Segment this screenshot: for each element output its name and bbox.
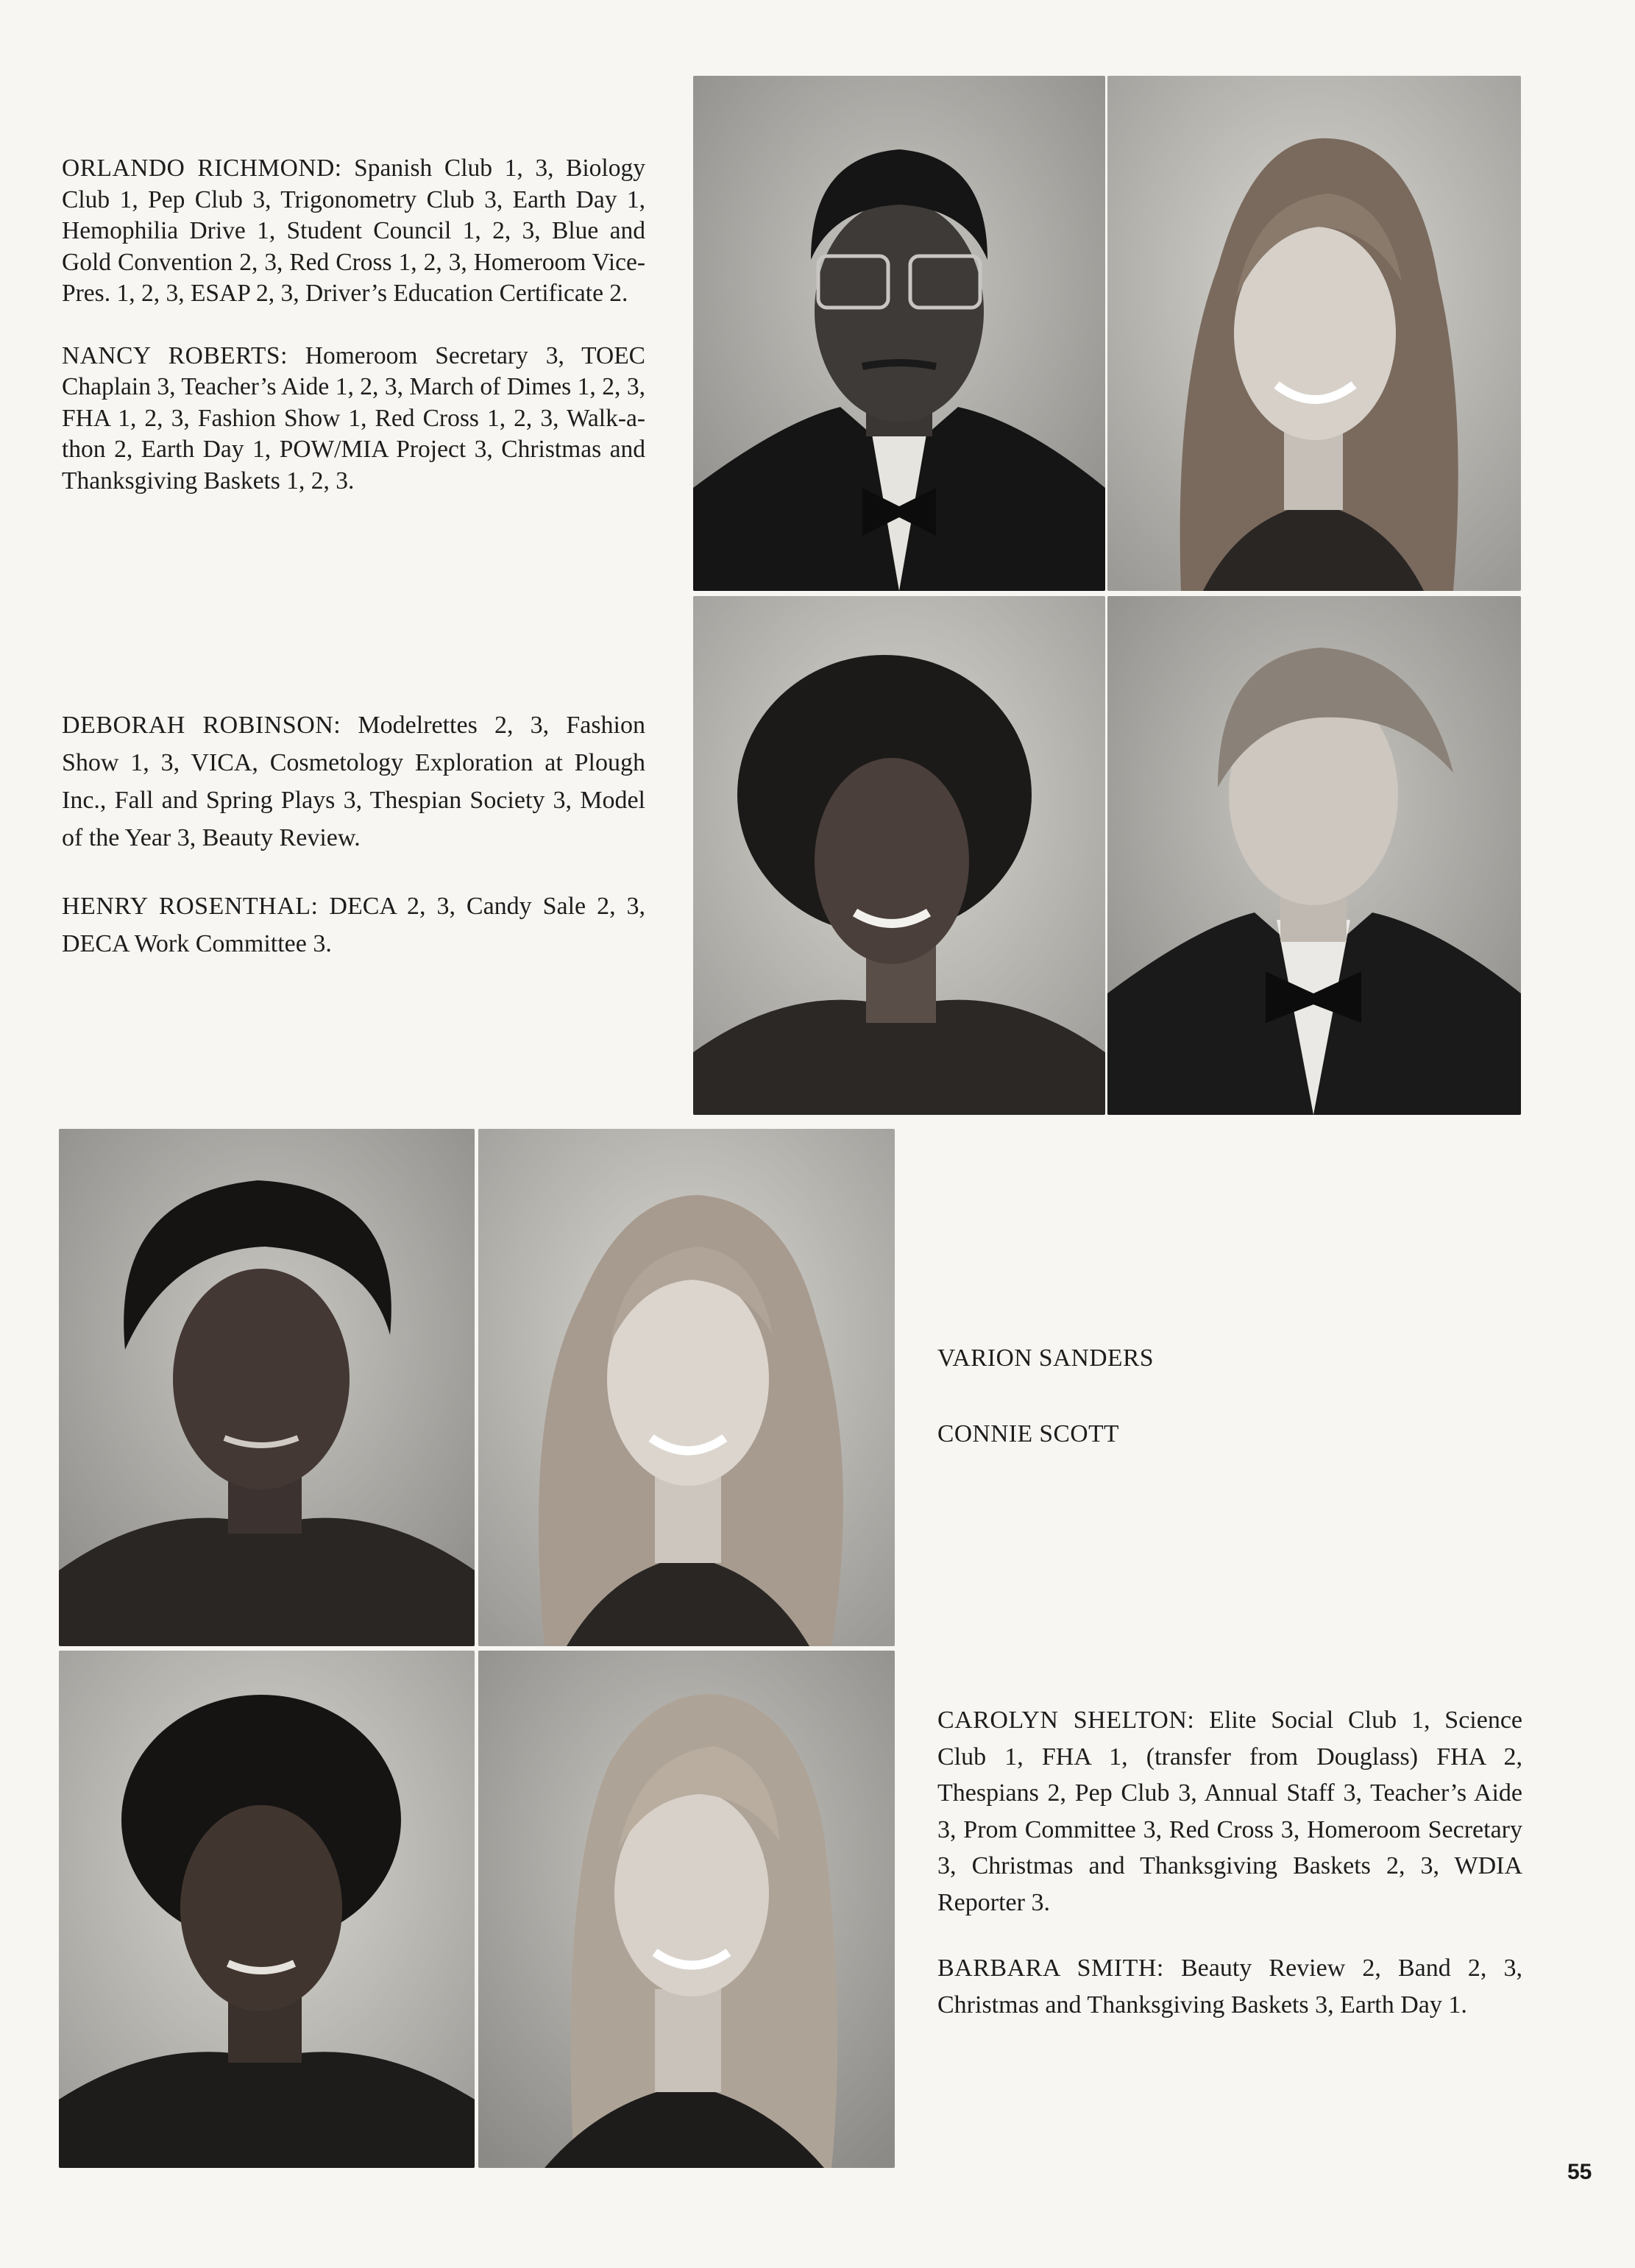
portrait-nancy-roberts bbox=[1107, 76, 1521, 591]
entry-name: VARION SANDERS bbox=[937, 1344, 1154, 1372]
portrait-henry-rosenthal bbox=[1107, 596, 1521, 1115]
text-block-bottom-right bbox=[937, 1702, 1522, 2023]
entry-nancy-roberts bbox=[62, 341, 645, 497]
entry-name: DEBORAH ROBINSON: bbox=[62, 712, 341, 739]
text-block-names-right bbox=[937, 1343, 1526, 1450]
portrait-orlando-richmond bbox=[693, 76, 1105, 591]
entry-orlando-richmond bbox=[62, 153, 645, 310]
portrait-varion-sanders bbox=[59, 1129, 475, 1646]
entry-henry-rosenthal bbox=[62, 887, 645, 963]
entry-activities: Modelrettes 2, 3, Fashion Show 1, 3, VICA, Cosmetology Exploration at Plough Inc., Fall and Spring Plays 3, Thespian Society 3, Model of the Year 3, Beauty Review. bbox=[62, 712, 646, 851]
entry-name: CONNIE SCOTT bbox=[937, 1420, 1120, 1447]
portrait-barbara-smith bbox=[478, 1651, 895, 2168]
entry-name: NANCY ROBERTS: bbox=[62, 341, 288, 369]
entry-activities: DECA 2, 3, Candy Sale 2, 3, DECA Work Committee 3. bbox=[62, 893, 646, 957]
page-number: 55 bbox=[1567, 2160, 1592, 2184]
entry-deborah-robinson bbox=[62, 706, 645, 857]
entry-name: HENRY ROSENTHAL: bbox=[62, 893, 319, 920]
entry-connie-scott bbox=[937, 1419, 1526, 1450]
portrait-deborah-robinson bbox=[693, 596, 1105, 1115]
portrait-connie-scott bbox=[478, 1129, 895, 1646]
entry-name: CAROLYN SHELTON: bbox=[937, 1707, 1195, 1734]
text-block-top-left bbox=[62, 153, 645, 497]
entry-barbara-smith bbox=[937, 1950, 1522, 2023]
text-block-middle-left bbox=[62, 706, 645, 963]
entry-activities: Spanish Club 1, 3, Biology Club 1, Pep Club 3, Trigonometry Club 3, Earth Day 1, Hemophilia Drive 1, Student Council 1, 2, 3, Blue and Gold Convention 2, 3, Red Cross 1, 2, 3, Homeroom Vice-Pres. 1, 2, 3, ESAP 2, 3, Driver’s Education Certificate 2. bbox=[62, 155, 645, 307]
entry-activities: Homeroom Secretary 3, TOEC Chaplain 3, Teacher’s Aide 1, 2, 3, March of Dimes 1, 2, 3, FHA 1, 2, 3, Fashion Show 1, Red Cross 1, 2, 3, Walk-a-thon 2, Earth Day 1, POW/MIA Project 3, Christmas and Thanksgiving Baskets 1, 2, 3. bbox=[62, 341, 645, 495]
entry-activities: Elite Social Club 1, Science Club 1, FHA 1, (transfer from Douglass) FHA 2, Thespians 2, Pep Club 3, Annual Staff 3, Teacher’s Aide 3, Prom Committee 3, Red Cross 3, Homeroom Secretary 3, Christmas and Thanksgiving Baskets 2, 3, WDIA Reporter 3. bbox=[937, 1707, 1522, 1916]
portrait-carolyn-shelton bbox=[59, 1651, 475, 2168]
entry-activities: Beauty Review 2, Band 2, 3, Christmas and Thanksgiving Baskets 3, Earth Day 1. bbox=[937, 1955, 1523, 2019]
entry-varion-sanders bbox=[937, 1343, 1526, 1375]
entry-name: BARBARA SMITH: bbox=[937, 1955, 1164, 1982]
entry-name: ORLANDO RICHMOND: bbox=[62, 155, 342, 182]
entry-carolyn-shelton bbox=[937, 1702, 1522, 1921]
